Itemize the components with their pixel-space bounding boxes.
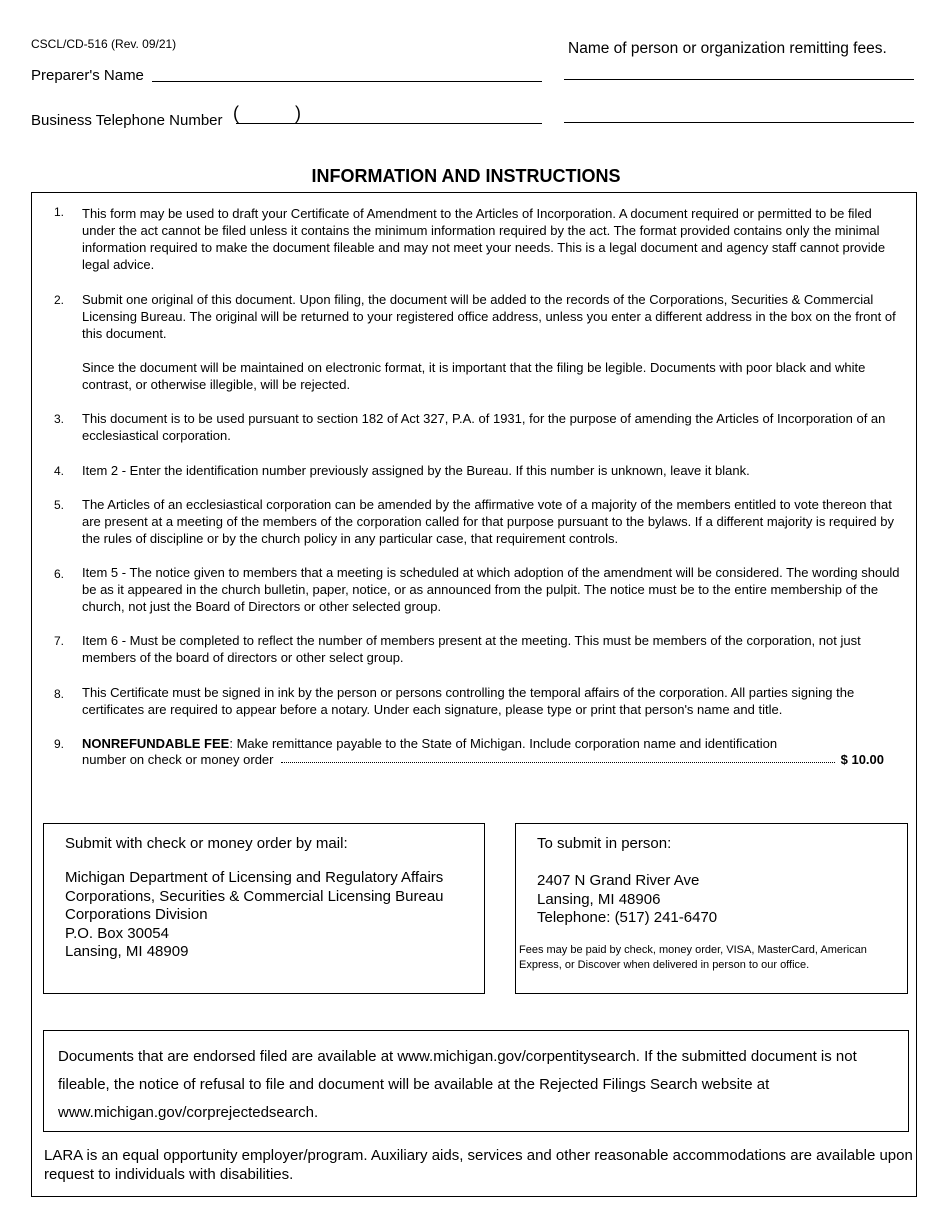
item-number-9: 9.: [54, 737, 65, 751]
mail-address-line: Michigan Department of Licensing and Regulatory Affairs: [65, 869, 444, 886]
fee-label: NONREFUNDABLE FEE: [82, 736, 230, 751]
mail-address-line: Corporations Division: [65, 906, 208, 923]
item-number-3: 3.: [54, 412, 65, 426]
fee-amount: $ 10.00: [840, 752, 884, 767]
item-number-1: 1.: [54, 205, 65, 219]
instruction-6: Item 5 - The notice given to members that a meeting is scheduled at which adoption of the amendment will be considered. The wording should be as it appeared in the church bulletin, paper, notice, or as announced from the pulpit. The notice must be to the entire membership of the church, not just the Board of Directors or other selected group.: [82, 565, 900, 614]
lara-notice: LARA is an equal opportunity employer/program. Auxiliary aids, services and other reasonable accommodations are available upon request to individuals with disabilities.: [44, 1147, 913, 1183]
fee-instruction-continued: number on check or money order: [82, 752, 274, 767]
instruction-8: This Certificate must be signed in ink by the person or persons controlling the temporal affairs of the corporation. All parties signing the certificates are required to appear before a notary. Under each signature, please type or print that person's name and title.: [82, 685, 855, 717]
phone-open-paren: (: [233, 103, 239, 123]
form-code: CSCL/CD-516 (Rev. 09/21): [31, 37, 177, 51]
instruction-2-continued: Since the document will be maintained on electronic format, it is important that the filing be legible. Documents with poor black and white contrast, or otherwise illegible, will be rejected.: [82, 360, 866, 392]
item-number-6: 6.: [54, 567, 65, 581]
mail-address-line: Corporations, Securities & Commercial Licensing Bureau: [65, 887, 444, 905]
instruction-9: [82, 735, 900, 752]
mail-address-line: P.O. Box 30054: [65, 924, 169, 942]
item-number-8: 8.: [54, 687, 65, 701]
preparer-name-label: Preparer's Name: [31, 67, 144, 84]
in-person-heading: To submit in person:: [537, 835, 672, 852]
in-person-address-line: Telephone: (517) 241-6470: [537, 909, 718, 926]
fee-row: [82, 752, 884, 767]
remitter-label: Name of person or organization remitting fees.: [568, 40, 887, 57]
instruction-7: Item 6 - Must be completed to reflect the number of members present at the meeting. This must be members of the corporation, not just members of the board of directors or other select group.: [82, 633, 861, 665]
instruction-1: This form may be used to draft your Certificate of Amendment to the Articles of Incorporation. A document required or permitted to be filed under the act cannot be filed unless it contains the minimum information required by the act. The format provided contains only the minimal information required to make the document fileable and may not meet your needs. This is a legal document and agency staff cannot provide legal advice.: [82, 206, 886, 272]
item-number-2: 2.: [54, 293, 65, 307]
instruction-3: This document is to be used pursuant to section 182 of Act 327, P.A. of 1931, for the purpose of amending the Articles of Incorporation of an ecclesiastical corporation.: [82, 411, 886, 443]
payment-note: Fees may be paid by check, money order, VISA, MasterCard, American Express, or Discover when delivered in person to our office.: [519, 944, 867, 971]
preparer-name-field[interactable]: [152, 81, 542, 82]
mail-address: [65, 869, 444, 962]
dot-leader: [281, 762, 834, 763]
fee-instruction-text: : Make remittance payable to the State of Michigan. Include corporation name and identification: [229, 736, 778, 751]
instruction-4: Item 2 - Enter the identification number previously assigned by the Bureau. If this number is unknown, leave it blank.: [82, 463, 750, 478]
remitter-line-2[interactable]: [564, 122, 914, 123]
mail-heading: Submit with check or money order by mail:: [65, 835, 348, 852]
instruction-5: The Articles of an ecclesiastical corporation can be amended by the affirmative vote of a majority of the members entitled to vote thereon that are present at a meeting of the members of the corporation called for that purpose pursuant to the bylaws. If a different majority is required by the rules of discipline or by the church policy in any particular case, that requirement controls.: [82, 497, 894, 546]
in-person-address-line: Lansing, MI 48906: [537, 890, 661, 908]
phone-label: Business Telephone Number: [31, 112, 223, 129]
in-person-address: [537, 872, 717, 928]
in-person-address-line: 2407 N Grand River Ave: [537, 872, 700, 889]
remitter-line-1[interactable]: [564, 79, 914, 80]
phone-field[interactable]: [236, 123, 542, 124]
mail-address-line: Lansing, MI 48909: [65, 943, 189, 960]
page-title: INFORMATION AND INSTRUCTIONS: [311, 166, 621, 186]
endorsed-notice: Documents that are endorsed filed are available at www.michigan.gov/corpentitysearch. If the submitted document is not fileable, the notice of refusal to file and document will be available at the Rejected Filings Search website at www.michigan.gov/corprejectedsearch.: [58, 1048, 857, 1121]
phone-close-paren: ): [295, 103, 301, 123]
item-number-7: 7.: [54, 634, 65, 648]
instruction-2: Submit one original of this document. Upon filing, the document will be added to the records of the Corporations, Securities & Commercial Licensing Bureau. The original will be returned to your registered office address, unless you enter a different address in the box on the front of this document.: [82, 292, 896, 341]
item-number-5: 5.: [54, 498, 65, 512]
item-number-4: 4.: [54, 464, 65, 478]
